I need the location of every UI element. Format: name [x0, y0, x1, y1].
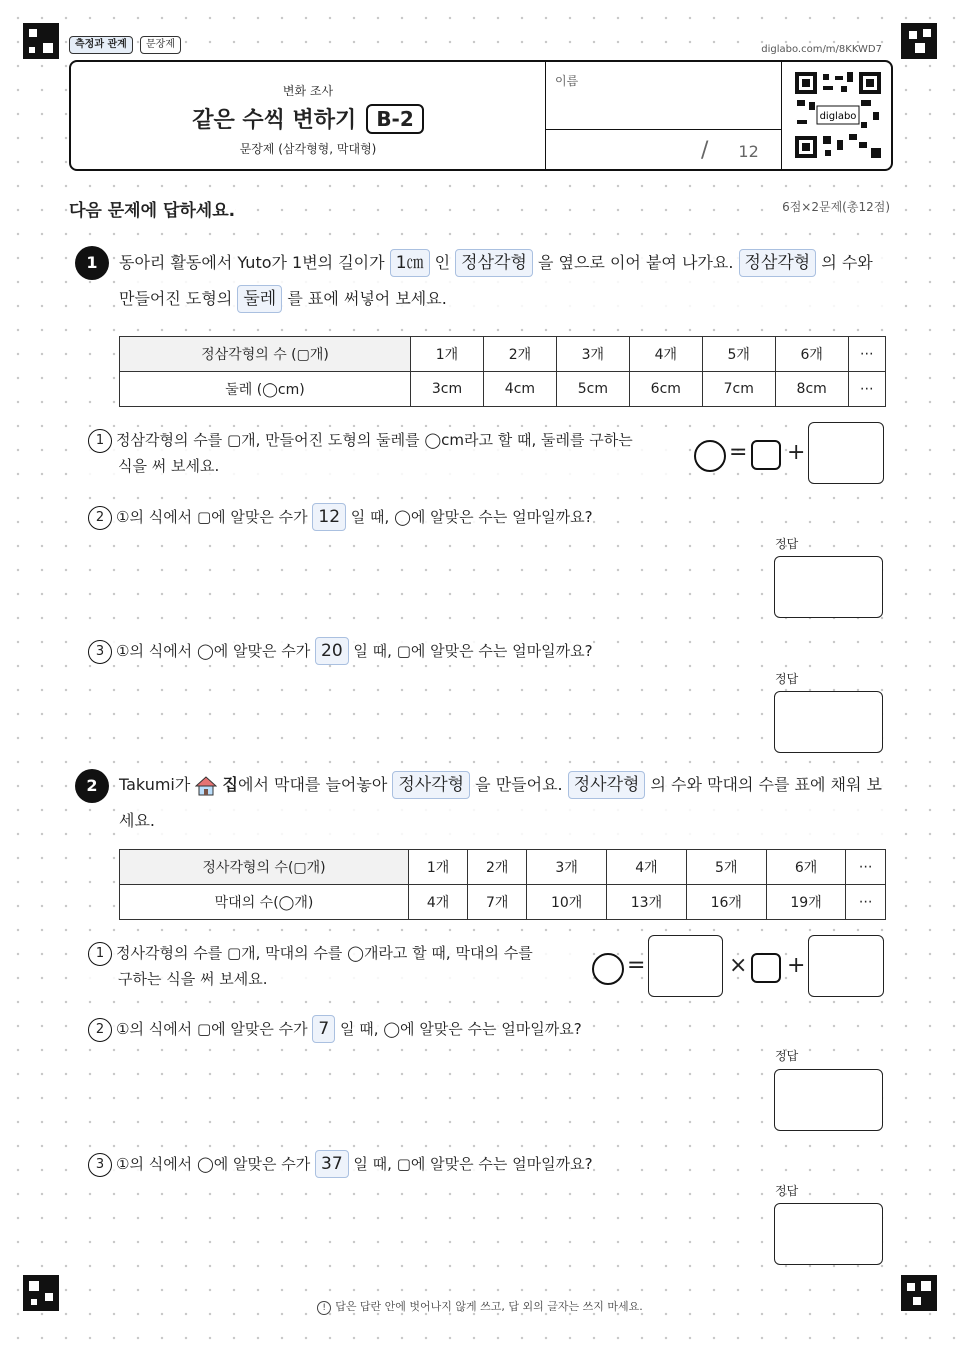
sub-text: 일 때, ◯에 알맞은 수는 얼마일까요?: [350, 508, 593, 526]
q1-table: [119, 336, 886, 407]
footer-text: 답은 답란 안에 벗어나지 않게 쓰고, 답 외의 글자는 쓰지 마세요.: [335, 1300, 643, 1313]
sub-number: 1: [88, 429, 112, 453]
table-cell: 13개: [607, 885, 687, 920]
q2-sub1-answer-box-1[interactable]: [648, 935, 723, 997]
sub-text: 일 때, ▢에 알맞은 수는 얼마일까요?: [353, 1155, 593, 1173]
question-1-text: [119, 245, 889, 317]
info-icon: !: [317, 1301, 331, 1315]
table-cell: 8cm: [775, 372, 848, 407]
corner-marker-tr: [901, 23, 937, 59]
sub-text: ①의 식에서 ◯에 알맞은 수가: [116, 642, 311, 660]
given-value: 12: [312, 503, 346, 531]
footer-note: [0, 1298, 960, 1315]
q2-text-part: 의 수와 막대의 수를 표에 채워 보: [650, 775, 882, 794]
q2-sub2: [88, 1015, 582, 1043]
given-value: 37: [315, 1150, 349, 1178]
table-cell: 1개: [409, 850, 468, 885]
table-row: [120, 850, 886, 885]
divider: [781, 62, 782, 169]
level-badge: B-2: [366, 104, 423, 134]
sub-text: ①의 식에서 ◯에 알맞은 수가: [116, 1155, 311, 1173]
q1-text-part: 를 표에 써넣어 보세요.: [287, 289, 447, 308]
sub-number: 1: [88, 942, 112, 966]
circle-symbol-icon: [592, 953, 624, 985]
house-icon: [195, 776, 217, 796]
score-total: 12: [738, 142, 759, 161]
q2-sub1: [88, 940, 578, 992]
q1-highlight: 둘레: [237, 285, 282, 313]
qr-code-icon: [795, 72, 881, 158]
plus-sign: +: [787, 953, 806, 978]
given-value: 7: [312, 1015, 335, 1043]
q1-highlight: 정삼각형: [455, 249, 533, 277]
q2-sub3: [88, 1150, 593, 1178]
answer-label: 정답: [775, 1049, 799, 1063]
table-cell: 1개: [411, 337, 484, 372]
table-row: [120, 885, 886, 920]
corner-marker-tl: [23, 23, 59, 59]
question-number-2: 2: [75, 769, 109, 803]
q2-highlight: 정사각형: [392, 771, 470, 799]
q2-table: [119, 849, 886, 920]
times-sign: ×: [729, 953, 748, 978]
q2-text-part: Takumi가: [119, 775, 191, 794]
table-cell: 4개: [629, 337, 702, 372]
table-cell: 19개: [766, 885, 846, 920]
q2-sub1-answer-box-2[interactable]: [808, 935, 884, 997]
question-2-text: [119, 767, 889, 839]
type-tag: 문장제: [140, 36, 181, 54]
page-title: [71, 103, 545, 134]
table-cell: 5cm: [556, 372, 629, 407]
q1-highlight: 정삼각형: [739, 249, 817, 277]
answer-label: 정답: [775, 672, 799, 686]
sub-text: 일 때, ◯에 알맞은 수는 얼마일까요?: [339, 1020, 582, 1038]
q1-sub2-answer-box[interactable]: [774, 556, 883, 618]
sub-text: 식을 써 보세요.: [118, 457, 220, 475]
q1-sub3: [88, 637, 593, 665]
table-cell: 6cm: [629, 372, 702, 407]
category-tag: 측정과 관계: [69, 36, 133, 54]
q1-sub3-answer-box[interactable]: [774, 691, 883, 753]
table-cell: 4cm: [483, 372, 556, 407]
sub-number: 2: [88, 506, 112, 530]
worksheet-header: [69, 60, 893, 171]
score-slash: /: [701, 138, 709, 163]
question-number-1: 1: [75, 246, 109, 280]
table-cell: 16개: [686, 885, 766, 920]
q2-text-part: 을 만들어요.: [475, 775, 563, 794]
table-cell: 3개: [556, 337, 629, 372]
title-area: [71, 62, 545, 169]
sub-text: 정사각형의 수를 ▢개, 막대의 수를 ◯개라고 할 때, 막대의 수를: [116, 944, 533, 962]
sub-text: 정삼각형의 수를 ▢개, 만들어진 도형의 둘레를 ◯cm라고 할 때, 둘레를 구하는: [116, 431, 633, 449]
equals-sign: =: [627, 953, 646, 978]
table-cell: ⋯: [846, 885, 886, 920]
q1-text-part: 인: [434, 253, 451, 272]
q2-sub3-answer-box[interactable]: [774, 1203, 883, 1265]
header-description: 문장제 (삼각형형, 막대형): [239, 142, 377, 156]
table-cell: 10개: [527, 885, 607, 920]
q1-text-part: 을 옆으로 이어 붙여 나가요.: [537, 253, 734, 272]
q1-text-part: 의 수와: [821, 253, 873, 272]
q1-text-part: 만들어진 도형의: [119, 289, 233, 308]
circle-symbol-icon: [694, 440, 726, 472]
table-cell: 3cm: [411, 372, 484, 407]
table-cell: 7개: [468, 885, 527, 920]
header-subtitle: 변화 조사: [282, 84, 334, 98]
table-header-cell: 정사각형의 수(▢개): [120, 850, 409, 885]
q1-text-part: 동아리 활동에서 Yuto가 1변의 길이가: [119, 253, 385, 272]
q1-sub1: [88, 427, 678, 479]
sub-number: 3: [88, 1153, 112, 1177]
title-text: 같은 수씩 변하기: [192, 108, 357, 133]
table-row: [120, 337, 886, 372]
table-cell: 4개: [409, 885, 468, 920]
answer-label: 정답: [775, 537, 799, 551]
square-symbol-icon: [751, 440, 781, 470]
table-cell: 7cm: [702, 372, 775, 407]
table-cell: ⋯: [848, 372, 885, 407]
given-value: 20: [315, 637, 349, 665]
q1-sub2: [88, 503, 593, 531]
sub-number: 3: [88, 640, 112, 664]
table-cell: 6개: [766, 850, 846, 885]
table-cell: 5개: [702, 337, 775, 372]
sub-text: ①의 식에서 ▢에 알맞은 수가: [116, 508, 308, 526]
equals-sign: =: [729, 440, 748, 465]
table-cell: 2개: [483, 337, 556, 372]
table-cell: 2개: [468, 850, 527, 885]
sub-number: 2: [88, 1018, 112, 1042]
table-cell: 4개: [607, 850, 687, 885]
table-cell: 3개: [527, 850, 607, 885]
table-cell: 5개: [686, 850, 766, 885]
q1-sub1-answer-box[interactable]: [808, 422, 884, 484]
plus-sign: +: [787, 440, 806, 465]
sub-text: 구하는 식을 써 보세요.: [118, 970, 268, 988]
sub-text: ①의 식에서 ▢에 알맞은 수가: [116, 1020, 308, 1038]
table-header-cell: 정삼각형의 수 (▢개): [120, 337, 411, 372]
q2-text-part: 에서 막대를 늘어놓아: [238, 775, 388, 794]
table-cell: 6개: [775, 337, 848, 372]
q2-text-part: 집: [222, 775, 238, 794]
q1-highlight: 1㎝: [390, 249, 430, 277]
table-header-cell: 막대의 수(◯개): [120, 885, 409, 920]
table-header-cell: 둘레 (◯cm): [120, 372, 411, 407]
square-symbol-icon: [751, 953, 781, 983]
q2-sub2-answer-box[interactable]: [774, 1069, 883, 1131]
page-url: diglabo.com/m/8KKWD7: [761, 44, 882, 55]
table-row: [120, 372, 886, 407]
q2-highlight: 정사각형: [568, 771, 646, 799]
divider: [545, 129, 781, 130]
instructions: 다음 문제에 답하세요.: [69, 196, 235, 221]
sub-text: 일 때, ▢에 알맞은 수는 얼마일까요?: [353, 642, 593, 660]
points-info: 6점×2문제(총12점): [782, 200, 890, 214]
q2-text-part: 세요.: [119, 811, 155, 830]
answer-label: 정답: [775, 1184, 799, 1198]
name-label: 이름: [555, 74, 579, 88]
divider: [545, 62, 546, 169]
qr-label: diglabo: [819, 111, 857, 122]
score-field[interactable]: [701, 138, 759, 163]
table-cell: ⋯: [848, 337, 885, 372]
table-cell: ⋯: [846, 850, 886, 885]
